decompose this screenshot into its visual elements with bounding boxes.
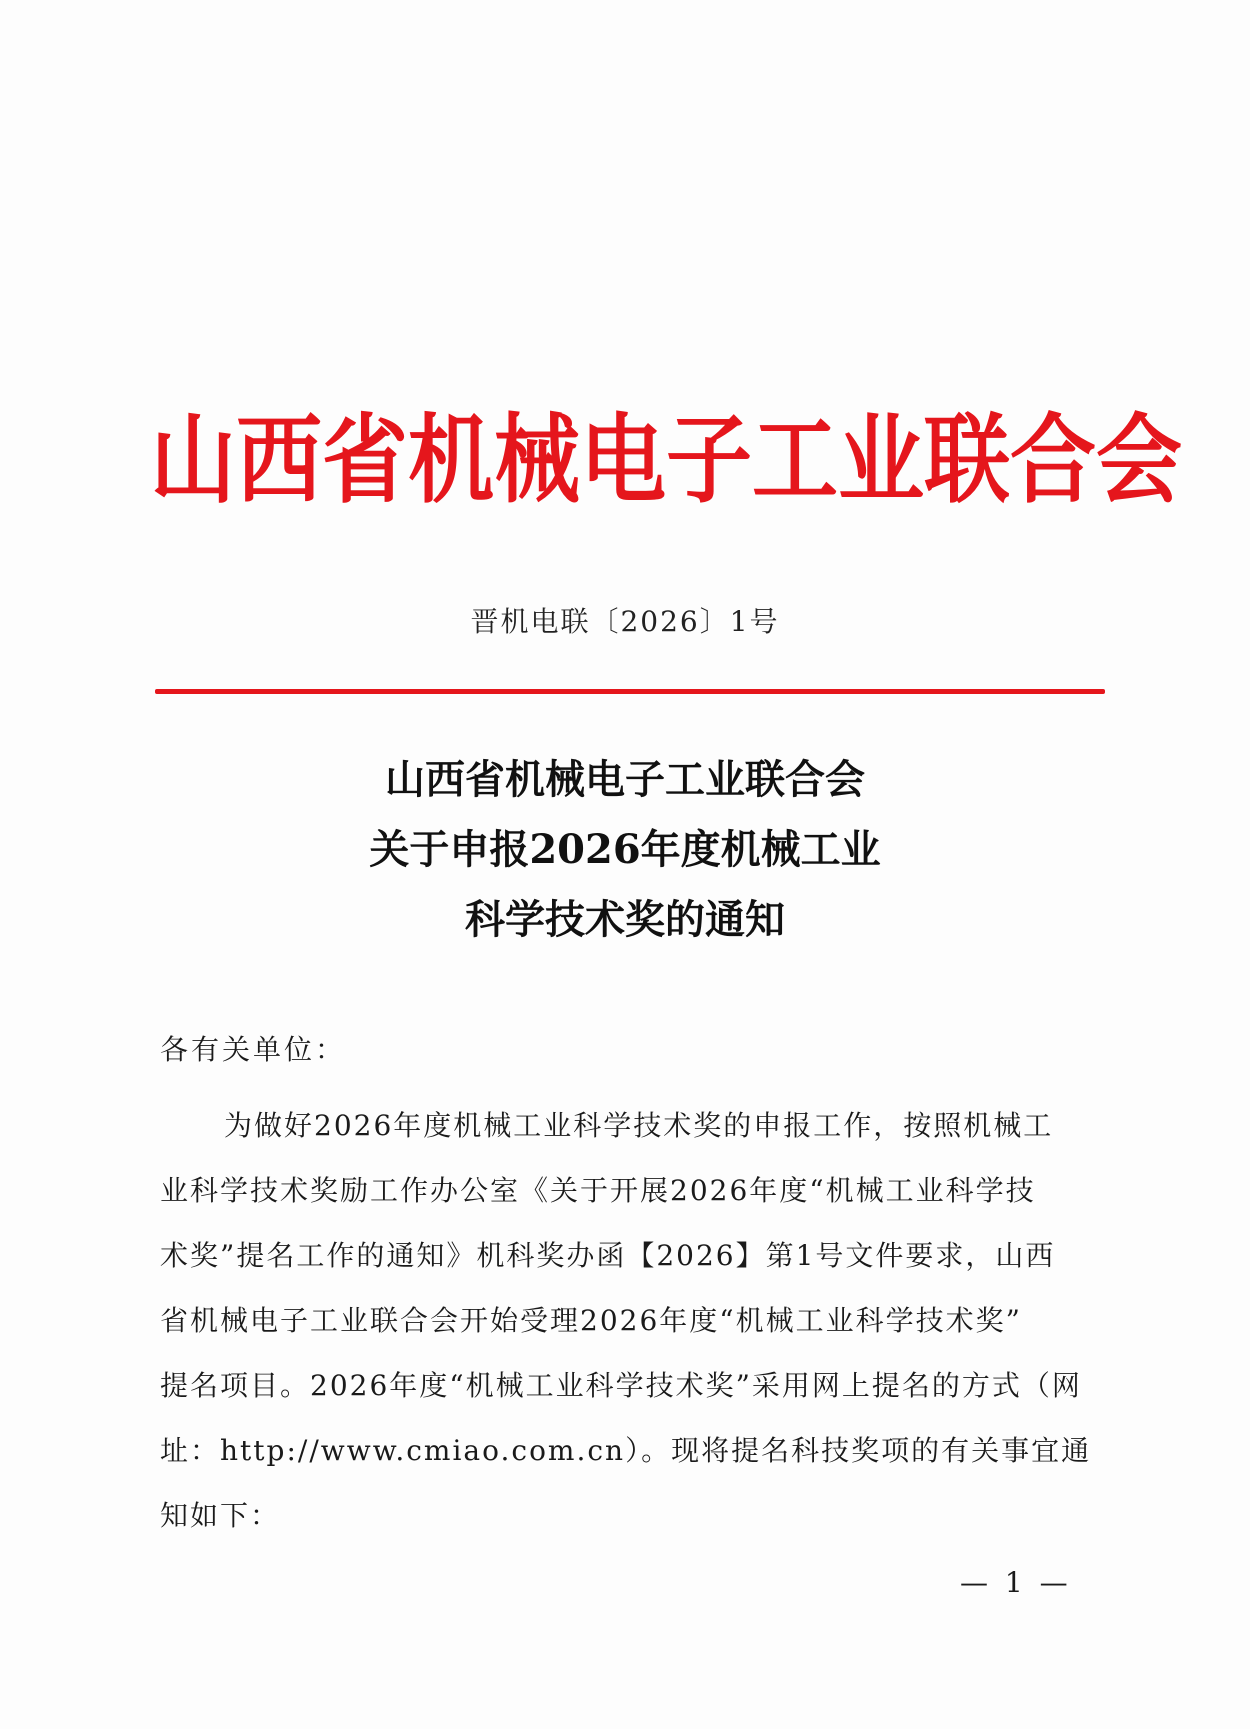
body-paragraph: [160, 1093, 1100, 1548]
body-line: 知如下：: [160, 1499, 281, 1532]
title-line: 关于申报2026年度机械工业: [369, 826, 881, 873]
salutation: 各有关单位：: [160, 1033, 347, 1066]
title-line: 山西省机械电子工业联合会: [385, 756, 865, 803]
body-line: 提名项目。2026年度“机械工业科学技术奖”采用网上提名的方式（网: [160, 1369, 1082, 1402]
document-title: [150, 745, 1100, 955]
body-line: 业科学技术奖励工作办公室《关于开展2026年度“机械工业科学技: [160, 1174, 1036, 1207]
document-number: 晋机电联〔2026〕1号: [470, 605, 780, 638]
body-line: 省机械电子工业联合会开始受理2026年度“机械工业科学技术奖”: [160, 1304, 1022, 1337]
title-line: 科学技术奖的通知: [465, 896, 785, 943]
body-line: 址：http://www.cmiao.com.cn）。现将提名科技奖项的有关事宜通: [160, 1434, 1092, 1467]
body-line: 术奖”提名工作的通知》机科奖办函【2026】第1号文件要求，山西: [160, 1239, 1056, 1272]
org-header: 山西省机械电子工业联合会: [150, 405, 1182, 517]
page-number: — 1 —: [960, 1566, 1072, 1599]
red-divider-rule: [155, 689, 1105, 694]
body-line: 为做好2026年度机械工业科学技术奖的申报工作，按照机械工: [224, 1109, 1054, 1142]
